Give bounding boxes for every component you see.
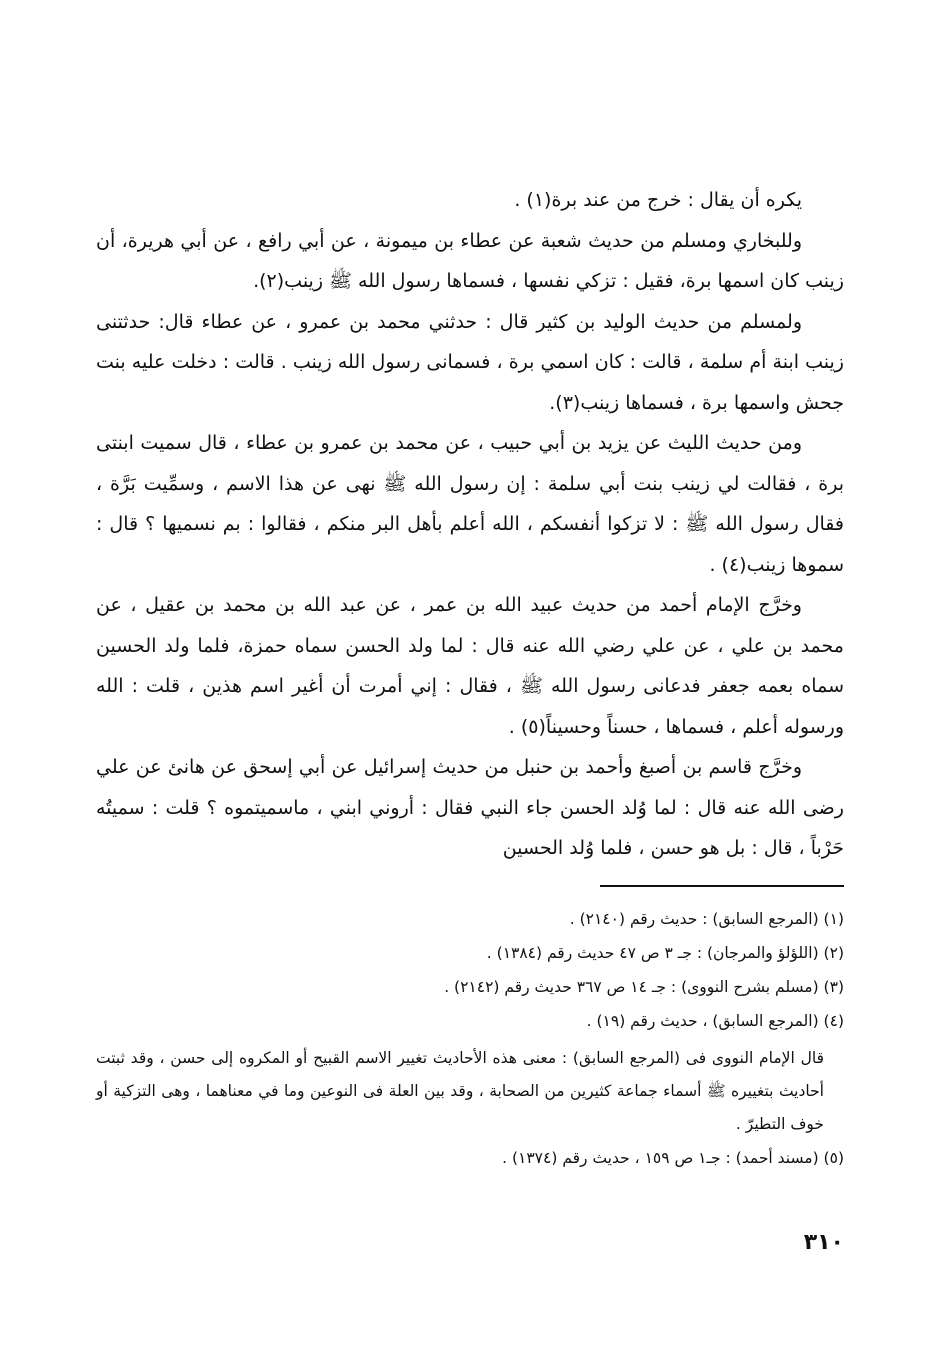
footnote-divider — [600, 885, 844, 887]
paragraph-3: ولمسلم من حديث الوليد بن كثير قال : حدثني محمد بن عمرو ، عن عطاء قال: حدثتنى زينب ابنة أم سلمة ، قالت : كان اسمي برة ، فسمانى رسول الله زينب . قالت : دخلت عليه بنت جحش واسمها برة ، فسماها زينب(٣). — [96, 310, 844, 414]
footnote-2: (٢) (اللؤلؤ والمرجان) : جـ ٣ ص ٤٧ حديث رقم (١٣٨٤) . — [486, 944, 844, 962]
paragraph-1: يكره أن يقال : خرج من عند برة(١) . — [514, 189, 802, 211]
paragraph-6: وخرَّج قاسم بن أصبغ وأحمد بن حنبل من حديث إسرائيل عن أبي إسحق عن هانئ عن علي رضى الله عنه قال : لما وُلد الحسن جاء النبي فقال : أروني ابني ، ماسميتموه ؟ قلت : سميتُه حَرْباً ، قال : بل هو حسن ، فلما وُلد الحسين — [96, 756, 844, 859]
footnote-4: (٤) (المرجع السابق) ، حديث رقم (١٩) . — [586, 1012, 844, 1030]
main-text — [96, 180, 844, 869]
footnotes — [96, 902, 844, 1175]
page-number: ٣١٠ — [803, 1230, 844, 1255]
footnote-3: (٣) (مسلم بشرح النووى) : جـ ١٤ ص ٣٦٧ حديث رقم (٢١٤٢) . — [444, 978, 844, 996]
footnote-5: (٥) (مسند أحمد) : جـ١ ص ١٥٩ ، حديث رقم (١٣٧٤) . — [502, 1149, 844, 1167]
footnote-4-note: قال الإمام النووى فى (المرجع السابق) : معنى هذه الأحاديث تغيير الاسم القبيح أو المكروه إلى حسن ، وقد ثبتت أحاديث بتغييره ﷺ أسماء جماعة كثيرين من الصحابة ، وقد بين العلة فى النوعين وما في معناهما ، وهى التزكية أو خوف التطيرّ . — [96, 1049, 824, 1133]
paragraph-4: ومن حديث الليث عن يزيد بن أبي حبيب ، عن محمد بن عمرو بن عطاء ، قال سميت ابنتى برة ، فقالت لي زينب بنت أبي سلمة : إن رسول الله ﷺ نهى عن هذا الاسم ، وسمِّيت بَرَّة ، فقال رسول الله ﷺ : لا تزكوا أنفسكم ، الله أعلم بأهل البر منكم ، فقالوا : بم نسميها ؟ قال : سموها زينب(٤) . — [96, 432, 844, 576]
paragraph-5: وخرَّج الإمام أحمد من حديث عبيد الله بن عمر ، عن عبد الله بن محمد بن عقيل ، عن محمد بن علي ، عن علي رضي الله عنه قال : لما ولد الحسن سماه حمزة، فلما ولد الحسين سماه بعمه جعفر فدعانى رسول الله ﷺ ، فقال : إني أمرت أن أغير اسم هذين ، قلت : الله ورسوله أعلم ، فسماها ، حسناً وحسيناً(٥) . — [96, 594, 844, 738]
footnote-1: (١) (المرجع السابق) : حديث رقم (٢١٤٠) . — [569, 910, 844, 928]
paragraph-2: وللبخاري ومسلم من حديث شعبة عن عطاء بن ميمونة ، عن أبي رافع ، عن أبي هريرة، أن زينب كان اسمها برة، فقيل : تزكي نفسها ، فسماها رسول الله ﷺ زينب(٢). — [96, 229, 844, 292]
